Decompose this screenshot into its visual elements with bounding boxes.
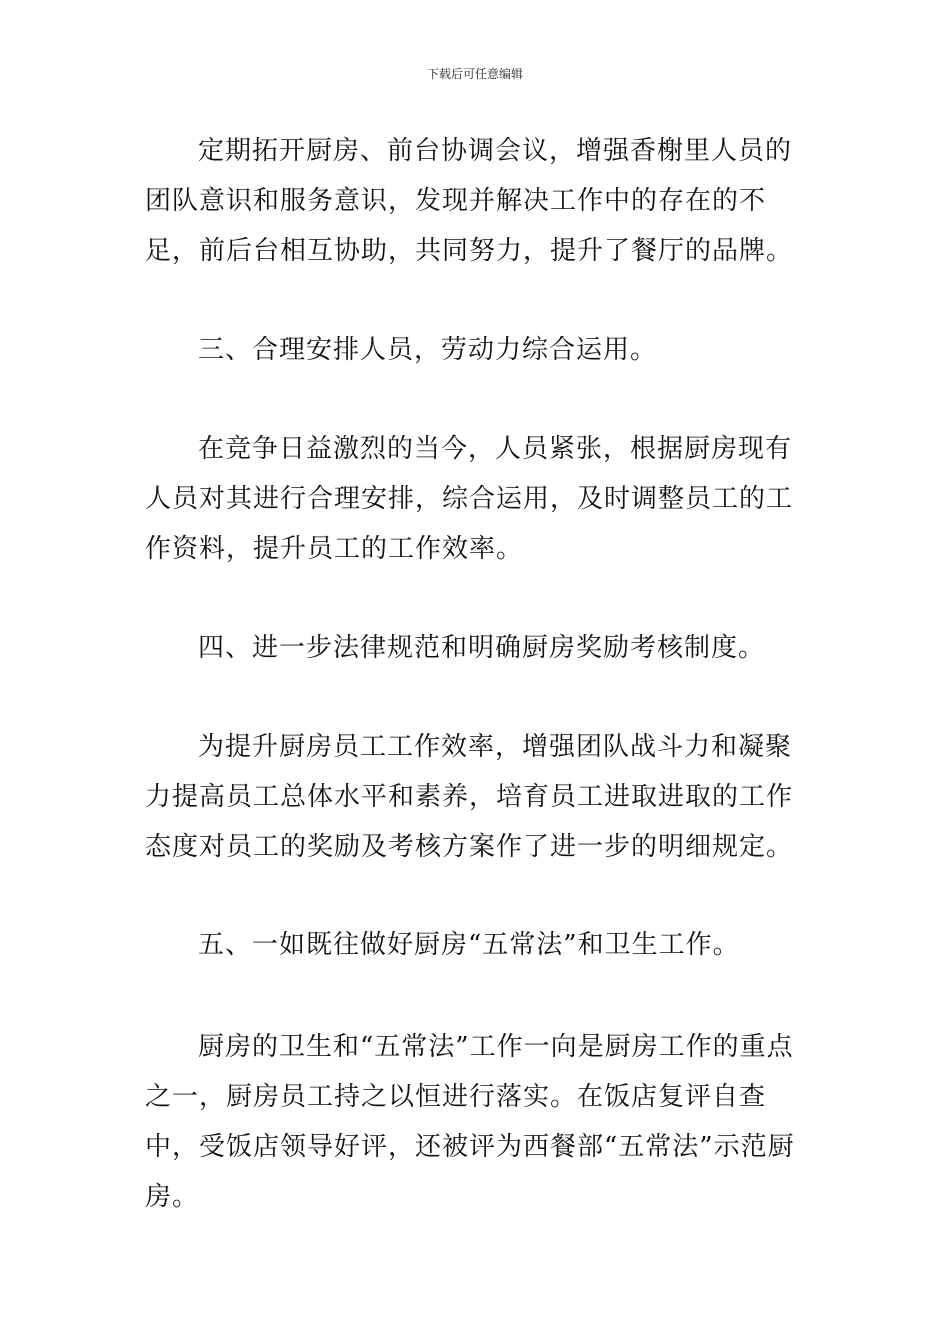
section-heading-3: 三、合理安排人员，劳动力综合运用。 <box>198 335 658 365</box>
section-heading-5: 五、一如既往做好厨房“五常法”和卫生工作。 <box>198 930 740 960</box>
page-header: 下载后可任意编辑 <box>426 67 523 81</box>
paragraph-body-2: 在竞争日益激烈的当今，人员紧张，根据厨房现有人员对其进行合理安排，综合运用，及时调整员工的工作资料，提升员工的工作效率。 <box>145 434 794 564</box>
section-heading-4: 四、进一步法律规范和明确厨房奖励考核制度。 <box>198 633 766 663</box>
paragraph-body-4: 厨房的卫生和“五常法”工作一向是厨房工作的重点之一，厨房员工持之以恒进行落实。在饭店复评自查中，受饭店领导好评，还被评为西餐部“五常法”示范厨房。 <box>145 1032 795 1212</box>
paragraph-body-3: 为提升厨房员工工作效率，增强团队战斗力和凝聚力提高员工总体水平和素养，培育员工进取进取的工作态度对员工的奖励及考核方案作了进一步的明细规定。 <box>145 732 794 862</box>
paragraph-body-1: 定期拓开厨房、前台协调会议，增强香榭里人员的团队意识和服务意识，发现并解决工作中的存在的不足，前后台相互协助，共同努力，提升了餐厅的品牌。 <box>145 136 794 266</box>
